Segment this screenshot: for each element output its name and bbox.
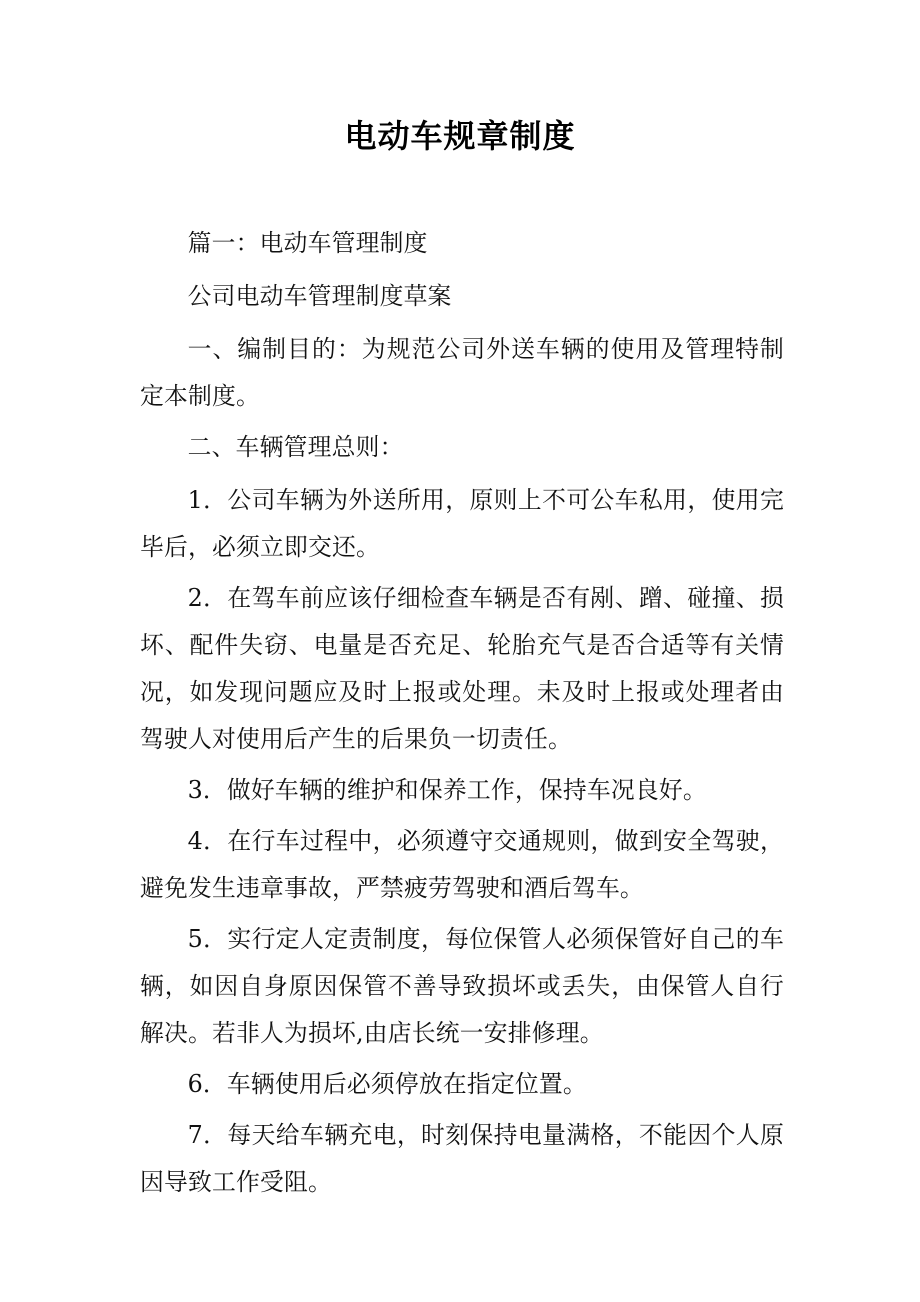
section-label: 篇一：电动车管理制度	[187, 229, 428, 257]
rule-paragraph-5: 5．实行定人定责制度，每位保管人必须保管好自己的车辆，如因自身原因保管不善导致损坏或丢失，由保管人自行解决。若非人为损坏,由店长统一安排修理。	[140, 925, 784, 1047]
rule-paragraph-6: 6．车辆使用后必须停放在指定位置。	[187, 1070, 587, 1098]
general-rules-heading: 二、车辆管理总则：	[187, 433, 404, 461]
document-body	[140, 220, 784, 1210]
draft-title: 公司电动车管理制度草案	[187, 282, 452, 310]
purpose-paragraph: 一、编制目的：为规范公司外送车辆的使用及管理特制定本制度。	[140, 335, 784, 410]
rule-paragraph-3: 3．做好车辆的维护和保养工作，保持车况良好。	[187, 776, 707, 804]
rule-paragraph-4: 4．在行车过程中，必须遵守交通规则，做到安全驾驶，避免发生违章事故，严禁疲劳驾驶和酒后驾车。	[140, 827, 784, 902]
document-title: 电动车规章制度	[344, 117, 576, 155]
rule-paragraph-7: 7．每天给车辆充电，时刻保持电量满格，不能因个人原因导致工作受阻。	[140, 1121, 784, 1196]
rule-paragraph-2: 2．在驾车前应该仔细检查车辆是否有剐、蹭、碰撞、损坏、配件失窃、电量是否充足、轮胎充气是否合适等有关情况，如发现问题应及时上报或处理。未及时上报或处理者由驾驶人对使用后产生的后果负一切责任。	[140, 584, 784, 753]
rule-paragraph-1: 1．公司车辆为外送所用，原则上不可公车私用，使用完毕后，必须立即交还。	[140, 486, 784, 561]
